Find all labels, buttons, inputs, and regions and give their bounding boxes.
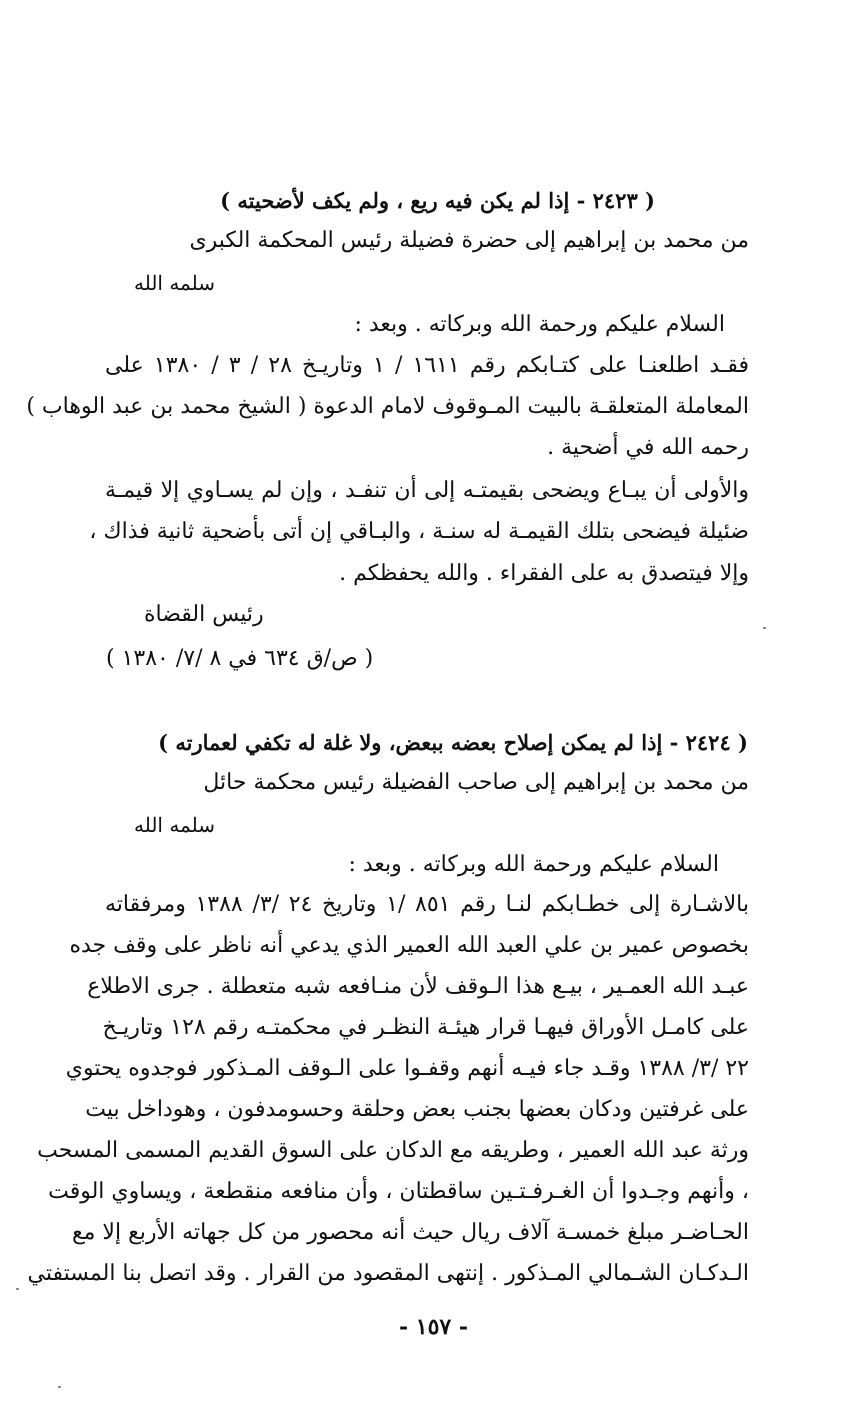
section-2424-greeting: السلام عليكم ورحمة الله وبركاته . وبعد : bbox=[348, 852, 719, 877]
section-2424-salutation: سلمه الله bbox=[133, 813, 215, 837]
section-2423-body-line-3: رحمه الله في أضحية . bbox=[547, 435, 749, 460]
section-2424-body-line-10: الـدكـان الشـمالي المـذكور . إنتهى المقصود من القرار . وقد اتصل بنا المستفتي bbox=[27, 1261, 749, 1286]
section-2423-from-line: من محمد بن إبراهيم إلى حضرة فضيلة رئيس المحكمة الكبرى bbox=[189, 228, 749, 253]
section-2424-body-line-8: ، وأنهم وجـدوا أن الغـرفـتـين ساقطتان ، وأن منافعه منقطعة ، ويساوي الوقت bbox=[48, 1179, 749, 1204]
section-2423-reference: ( ص/ق ٦٣٤ في ٨ /٧/ ١٣٨٠ ) bbox=[106, 646, 374, 671]
section-2424-body-line-4: على كامـل الأوراق فيهـا قرار هيئـة النظـر في محكمتـه رقم ١٢٨ وتاريـخ bbox=[102, 1015, 749, 1040]
section-2423-body2-line-3: وإلا فيتصدق به على الفقراء . والله يحفظكم . bbox=[339, 561, 749, 586]
scan-speck bbox=[763, 627, 766, 629]
section-2423-body2-line-1: والأولى أن يبـاع ويضحى بقيمتـه إلى أن تنفـد ، وإن لم يسـاوي إلا قيمـة bbox=[105, 478, 749, 503]
section-2423-signature: رئيس القضاة bbox=[144, 602, 264, 627]
section-2424-from-line: من محمد بن إبراهيم إلى صاحب الفضيلة رئيس محكمة حائل bbox=[203, 770, 749, 795]
section-2423-body2-line-2: ضئيلة فيضحى بتلك القيمـة له سنـة ، والبـاقي إن أتى بأضحية ثانية فذاك ، bbox=[89, 519, 749, 544]
section-2424-body-line-1: بالاشـارة إلى خطـابكم لنـا رقم ٨٥١ /١ وتاريخ ٢٤ /٣/ ١٣٨٨ ومرفقاته bbox=[105, 892, 750, 917]
section-2423-heading: ( ٢٤٢٣ - إذا لم يكن فيه ريع ، ولم يكف لأضحيته ) bbox=[220, 188, 655, 213]
section-2423-salutation: سلمه الله bbox=[133, 271, 215, 295]
scan-speck bbox=[16, 1288, 19, 1290]
scan-speck bbox=[58, 1386, 61, 1388]
section-2423-body-line-1: فقـد اطلعنـا على كتـابكم رقم ١٦١١ / ١ وتاريـخ ٢٨ / ٣ / ١٣٨٠ على bbox=[105, 353, 749, 378]
section-2424-body-line-6: على غرفتين ودكان بعضها بجنب بعض وحلقة وحسومدفون ، وهوداخل بيت bbox=[85, 1097, 749, 1122]
section-2424-heading: ( ٢٤٢٤ - إذا لم يمكن إصلاح بعضه ببعض، ولا غلة له تكفي لعمارته ) bbox=[158, 730, 748, 755]
section-2424-body-line-3: عبـد الله العمـير ، بيـع هذا الـوقف لأن منـافعه شبه متعطلة . جرى الاطلاع bbox=[87, 974, 749, 999]
section-2424-body-line-9: الحـاضـر مبلغ خمسـة آلاف ريال حيث أنه محصور من كل جهاته الأربع إلا مع bbox=[71, 1220, 749, 1245]
section-2423-greeting: السلام عليكم ورحمة الله وبركاته . وبعد : bbox=[354, 312, 725, 337]
page-number: - ١٥٧ - bbox=[398, 1314, 469, 1340]
section-2423-body-line-2: المعاملة المتعلقـة بالبيت المـوقوف لامام الدعوة ( الشيخ محمد بن عبد الوهاب ) bbox=[26, 394, 749, 419]
section-2424-body-line-2: بخصوص عمير بن علي العبد الله العمير الذي يدعي أنه ناظر على وقف جده bbox=[69, 933, 749, 958]
section-2424-body-line-7: ورثة عبد الله العمير ، وطريقه مع الدكان على السوق القديم المسمى المسحب bbox=[37, 1138, 749, 1163]
section-2424-body-line-5: ٢٢ /٣/ ١٣٨٨ وقـد جاء فيـه أنهم وقفـوا على الـوقف المـذكور فوجدوه يحتوي bbox=[65, 1056, 749, 1081]
